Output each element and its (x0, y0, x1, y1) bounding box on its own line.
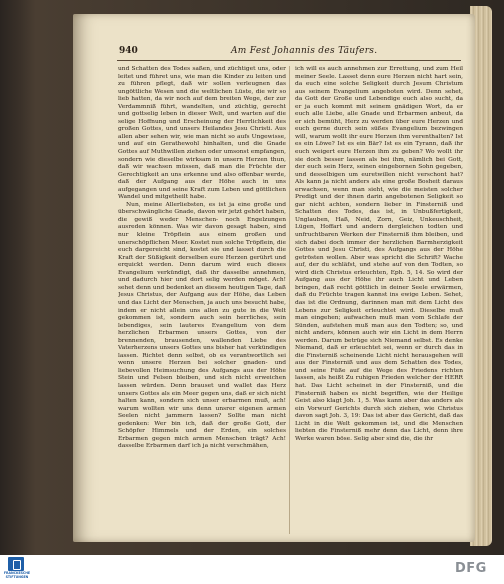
page-header (119, 46, 459, 58)
logo-caption: FRANCKESCHE STIFTUNGEN (3, 571, 31, 579)
column-divider (289, 66, 290, 534)
header-rule (117, 60, 461, 61)
paragraph: und Schatten des Todes saßen, und züchtiget uns, oder leitet und führet uns, wie man die Kinder zu leiten und zu führen pflegt, daß wir sollen verleugnen das ungöttliche Wesen und die weltlichen Lüste, die wir so lieb hatten, da wir noch auf dem breiten Wege, der zur Verdammniß führt, wandelten, und züchtig, gerecht und gottselig leben in dieser Welt, und warten auf die selige Hoffnung und Erscheinung der Herrlichkeit des großen Gottes, und unsers Heilandes Jesu Christi. Aus allen aber sehen wir, wie man nicht so aufs Ungewisse, und auf ein Gerathewohl hinhalten, und die Gnade Gottes auf Muthwillen ziehen oder umsonst empfangen, sondern wie dieselbe wirksam in unsern Herzen thun, daß wir wachsen müssen, daß man die Früchte der Gerechtigkeit an uns erkenne und also offenbar werde, daß der Aufgang aus der Höhe auch in uns aufgegangen und seine Kraft zum Leben und göttlichen Wandel und mitgetheilt habe. (118, 66, 286, 201)
page-number: 940 (119, 46, 138, 56)
running-title: Am Fest Johannis des Täufers. (231, 46, 378, 56)
paragraph: ich will es auch annehmen zur Errettung, und zum Heil meiner Seele. Lasset denn eure Herzen nicht hart sein, da euch eine solche Seligkeit durch Jesum Christum aus seinem Evangelium angeboten wird. Denn sehet, da Gott der Große und Lebendige euch also sucht, da er ja euch kommt mit seinem gnädigen Wort, da er euch alle Liebe, alle Gnade und Erbarmen anbeut, da er sich bemüht, Herz zu werden über eure Herzen und euch gerne durch sein süßes Evangelium bezwingen will, warum wollt ihr eure Herzen ihm verenthalten? Ist es ein Löwe? Ist es ein Bär? Ist es ein Tyrann, daß ihr euch weigert eure Herzen ihm zu geben? Wo wollt ihr sie doch besser lassen als bei ihm, nämlich bei Gott, der euch sein Herz, seinen eingebornen Sohn gegeben, und desselbigen um euretwillen nicht verschont hat? Als kann ja nicht anders als eine große Bosheit daraus erwachsen, wenn man sieht, wie die meisten solcher Predigt und der ihnen darin angebotenen Seligkeit so gar nicht achten, sondern lieber in Finsterniß und Schatten des Todes, das ist, in Unbußfertigkeit, Unglauben, Haß, Neid, Zorn, Geiz, Unkeuschheit, Lügen, Hoffart und andern dergleichen todten und unfruchtbaren Werken der Finsterniß ihm bleiben, und sich dabei doch immer der herzlichen Barmherzigkeit Gottes und Jesu Christi, des Aufgangs aus der Höhe getrösten wollen. Aber was spricht die Schrift? Wache auf, der du schläfst, und stehe auf von den Todten, so wird dich Christus erleuchten, Eph. 5, 14. So wird der Aufgang aus der Höhe ihr auch Licht und Leben bringen, daß recht göttlich in deiner Seele erwärmen, daß du Früchte tragen kannst ins ewige Leben. Sehet, das ist die Ordnung, darinnen man mit dem Licht des Lebens zur Seligkeit erleuchtet wird. Dieselbe muß man eingehen; aufwachen muß man vom Schlafe der Sünden, aufstehen muß man aus den Todten; so, und nicht anders, können auch wir ein Licht in dem Herrn werden. Darum betrüge sich Niemand selbst. Es denke Niemand, daß er erleuchtet sei, wenn er durch das in die Finsterniß scheinende Licht nicht herausgehen will aus der Finsterniß und aus dem Schatten des Todes, und seine Füße auf die Wege des Friedens richten lassen, als heißt Zu ruhigen Frieden welcher der HERR hat. Das Licht scheinet in der Finsterniß, und die Finsterniß haben es nicht begriffen, wie der Heilige Geist also klagt Joh. 1, 5. Was kann aber das anders als ein Vorwurf Gerichts durch sich ziehen, wie Christus davon sagt Joh. 3, 19: Das ist aber das Gericht, daß das Licht in die Welt gekommen ist, und die Menschen liebten die Finsterniß mehr denn das Licht, denn ihre Werke waren böse. Selig aber sind die, die ihr (295, 66, 463, 442)
dfg-logo: DFG (455, 561, 487, 576)
building-icon (8, 557, 24, 571)
text-column-right (295, 66, 463, 536)
paragraph: Nun, meine Allerliebsten, es ist ja eine große und überschwängliche Gnade, davon wir jetzt gehört haben, die gewiß weder Menschen- noch Engelzungen ausreden können. Was wir davon gesagt haben, sind nur kleine Tröpflein aus einem großen und unerschöpflichen Meer. Kostet nun solche Tröpflein, die euch dargereicht sind, kostet sie und lasset durch die Kraft der Süßigkeit derselben eure Herzen gerührt und erquickt werden. Denn darum wird euch dieses Evangelium verkündigt, daß ihr dasselbe annehmen, und dadurch hier und dort selig werden möget. Ach! sehet denn und bedenket an diesem heutigen Tage, daß Jesus Christus, der Aufgang aus der Höhe, das Leben und das Licht der Menschen, ja auch uns besucht habe, indem er nicht allein uns allen zu gute in die Welt gekommen ist, sondern auch sein herrliches, sein lebendiges, sein lauteres Evangelium von dem herzlichen Erbarmen unsers Gottes, von der brennenden, brausenden, wallenden Liebe des Vaterherzens unsers Gottes uns bisher hat verkündigen lassen. Richtet denn selbst, ob es verantwortlich sei wenn unsere Herzen bei solcher gnaden- und liebevollen Heimsuchung des Aufgangs aus der Höhe Stein und Felsen bleiben, und sich nicht erweichen lassen würden. Denn brauset und wallet das Herz unsers Gottes als ein Meer gegen uns, daß er sich nicht halten kann, sondern sich unser erbarmen muß, ach! warum wollten wir uns denn unsrer eigenen armen Seelen nicht jammern lassen? Sollte man nicht gedenken: Wer bin ich, daß der große Gott, der Schöpfer Himmels und der Erden, ein solches Erbarmen gegen mich armen Menschen trägt? Ach! dasselbe Erbarmen darf ich ja nicht verschmähen, (118, 201, 286, 450)
footer-bar (0, 555, 504, 584)
text-column-left (118, 66, 286, 536)
francke-foundation-logo (2, 556, 32, 583)
